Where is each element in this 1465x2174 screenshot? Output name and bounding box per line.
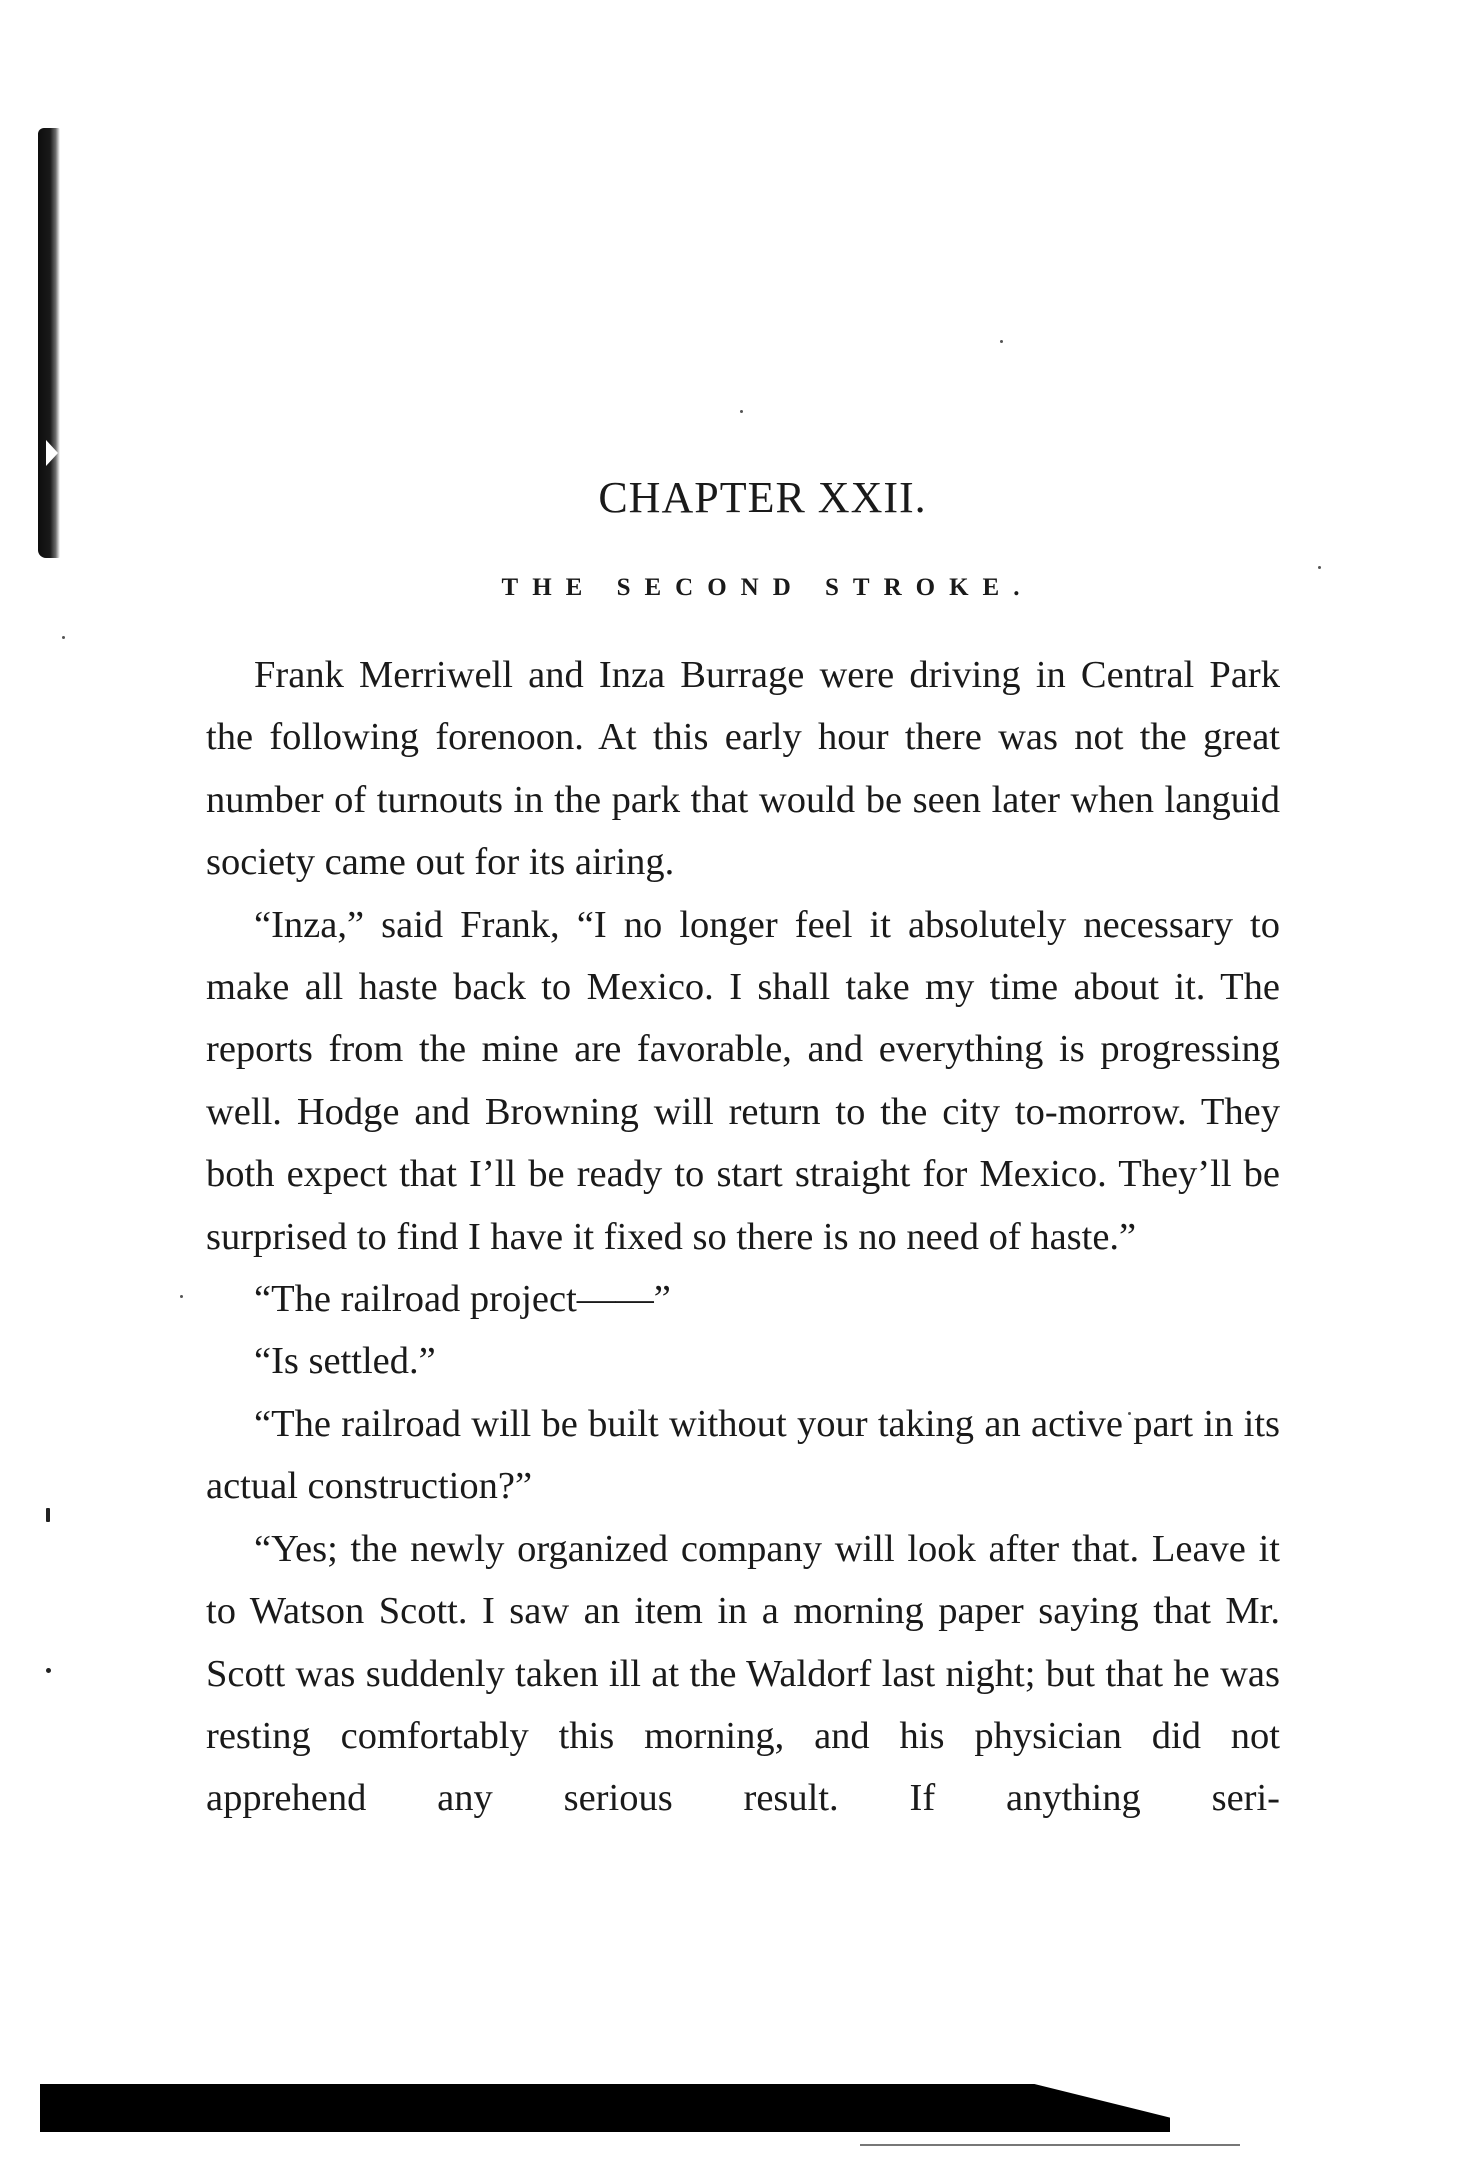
paragraph: “Inza,” said Frank, “I no longer feel it absolutely necessary to make all haste back to Mexico. I shall take my time about it. The reports from the mine are favorable, and everything is progressing well. Hodge and Browning will return to the city to-morrow. They both expect that I’ll be ready to start straight for Mexico. They’ll be surprised to find I have it fixed so there is no need of haste.” xyxy=(206,903,1280,1258)
paragraph: “Yes; the newly organized company will look after that. Leave it to Watson Scott. I saw an item in a morning paper saying that Mr. Scott was suddenly taken ill at the Waldorf last night; but that he was resting comfortably this morning, and his physician did not apprehend any serious result. If anything seri- xyxy=(206,1527,1280,1820)
chapter-body xyxy=(206,644,1280,1830)
chapter-subtitle: THE SECOND STROKE. xyxy=(501,574,1034,601)
paragraph: Frank Merriwell and Inza Burrage were driving in Central Park the following forenoon. At this early hour there was not the great number of turnouts in the park that would be seen later when languid society came out for its airing. xyxy=(206,654,1280,884)
paragraph: “The railroad will be built without your taking an active part in its actual construction?” xyxy=(206,1402,1280,1508)
chapter-title: CHAPTER XXII. xyxy=(598,473,927,522)
scan-speck xyxy=(1000,340,1003,343)
scan-bottom-rule xyxy=(860,2144,1240,2146)
scan-speck xyxy=(180,1295,183,1298)
scan-speck xyxy=(1318,566,1321,569)
scan-speck xyxy=(740,410,743,413)
scan-bottom-shadow xyxy=(40,2084,1170,2132)
scan-speck xyxy=(62,636,65,639)
paragraph: “The railroad project——” xyxy=(254,1278,671,1321)
scan-speck xyxy=(46,1508,50,1522)
scan-speck xyxy=(46,1668,51,1673)
paragraph: “Is settled.” xyxy=(254,1340,436,1383)
